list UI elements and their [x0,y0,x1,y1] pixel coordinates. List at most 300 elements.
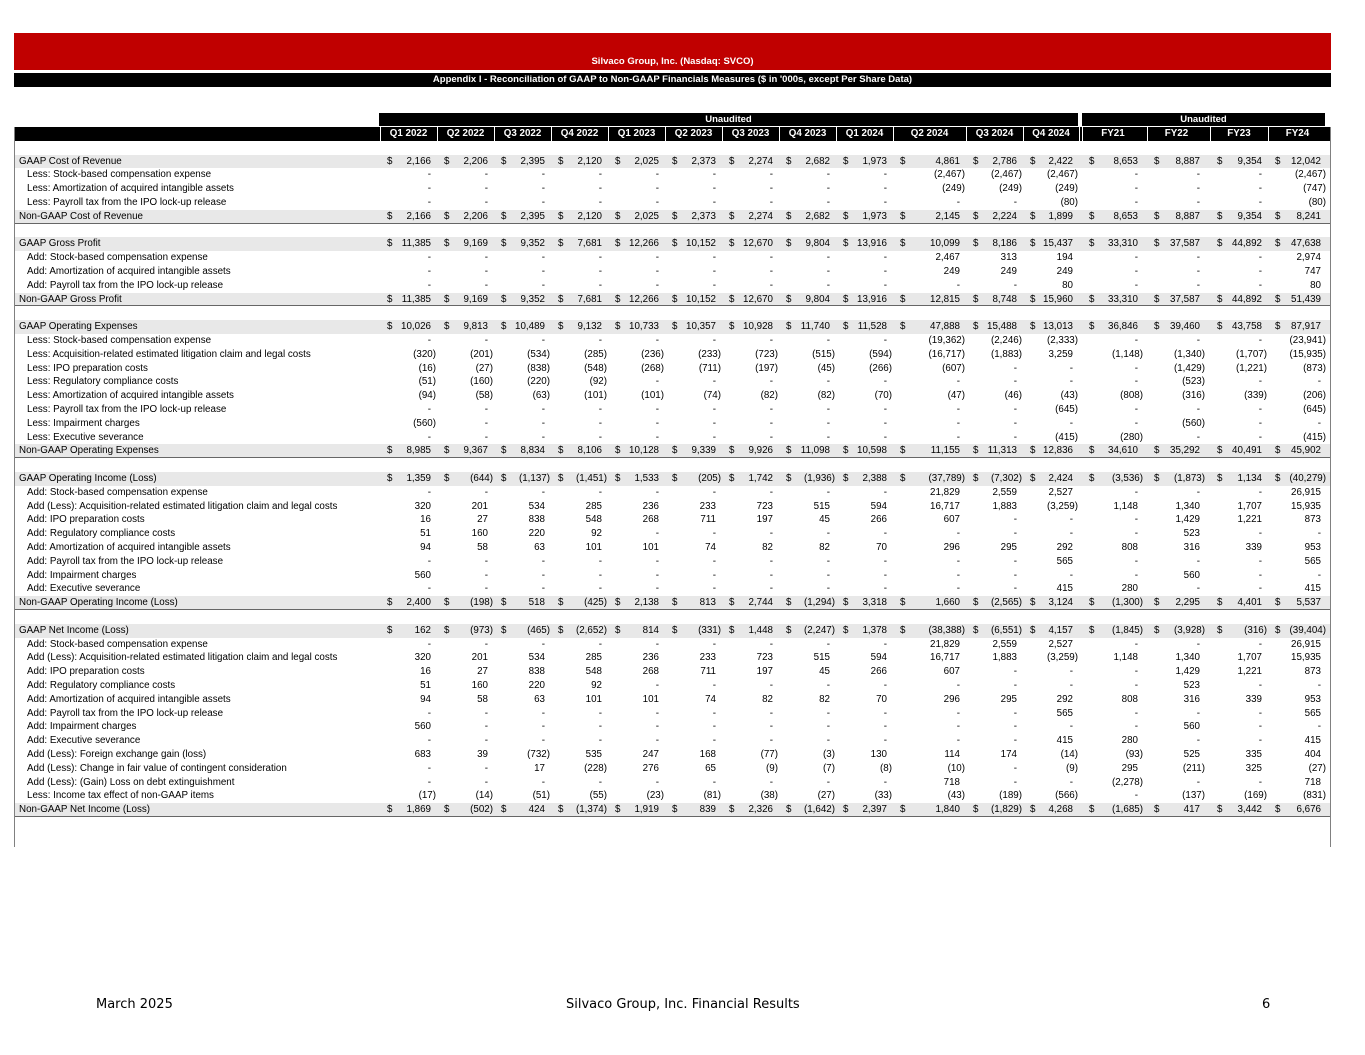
value-cell: - [826,169,830,181]
dollar-sign: $ [729,804,735,816]
value-cell: 82 [762,542,773,553]
subtotal-row [15,210,1330,224]
value-cell: 9,926 [748,445,773,457]
value-cell: 8,887 [1175,155,1200,167]
value-cell: 233 [699,652,716,664]
value-cell: - [655,376,659,388]
value-cell: - [712,169,716,181]
value-cell: (6,551) [990,624,1022,636]
column-header: FY22 [1164,128,1189,139]
value-cell: 2,373 [691,155,716,167]
dollar-sign: $ [558,445,564,457]
value-cell: 11,098 [800,445,830,457]
dollar-sign: $ [900,210,906,222]
value-cell: 268 [642,666,659,678]
subtotal-row [15,293,1330,307]
value-cell: - [1258,266,1262,277]
value-cell: - [655,335,659,346]
value-cell: - [1196,197,1200,208]
value-cell: - [598,431,602,443]
table-row [15,707,1330,721]
column-divider [779,127,780,141]
value-cell: - [1317,376,1321,388]
value-cell: 711 [700,514,716,526]
column-divider [1079,127,1080,141]
value-cell: 15,935 [1291,652,1321,664]
value-cell: 2,424 [1048,473,1073,484]
value-cell: - [1317,417,1321,429]
table-row [15,582,1330,596]
value-cell: - [769,528,773,540]
value-cell: (331) [698,624,721,636]
value-cell: 197 [756,666,773,678]
row-label: Add: Payroll tax from the IPO lock-up release [27,707,224,719]
value-cell: 247 [642,749,659,760]
value-cell: 3,259 [1048,348,1073,360]
value-cell: 27 [477,666,488,678]
row-label: Non-GAAP Operating Income (Loss) [19,597,178,609]
value-cell: - [427,486,431,498]
value-cell: - [956,417,960,429]
value-cell: 11,385 [401,293,431,305]
dollar-sign: $ [501,293,507,305]
value-cell: - [427,279,431,291]
value-cell: 101 [642,693,659,705]
value-cell: (339) [1244,390,1267,402]
dollar-sign: $ [1089,321,1095,333]
table-row [15,734,1330,748]
dollar-sign: $ [1154,445,1160,457]
value-cell: - [1134,362,1138,374]
dollar-sign: $ [1217,445,1223,457]
value-cell: (320) [413,348,436,360]
row-label: Add (Less): Change in fair value of contingent consideration [27,762,287,774]
value-cell: 607 [943,666,960,678]
value-cell: (1,845) [1111,624,1143,636]
value-cell: 12,815 [930,293,960,305]
value-cell: - [769,169,773,181]
value-cell: 39,460 [1170,321,1200,333]
value-cell: 518 [528,597,545,609]
value-cell: - [598,417,602,429]
row-label: Add: Regulatory compliance costs [27,680,176,691]
column-divider [1147,127,1148,141]
value-cell: (3,928) [1173,624,1205,636]
value-cell: (415) [1303,431,1326,443]
value-cell: (74) [703,390,721,402]
dollar-sign: $ [672,210,678,222]
row-label: Less: Regulatory compliance costs [27,376,179,388]
value-cell: 10,026 [401,321,431,333]
dollar-sign: $ [1217,238,1223,250]
value-cell: 10,152 [686,293,716,305]
value-cell: 9,813 [463,321,488,333]
value-cell: 266 [870,666,887,678]
dollar-sign: $ [900,624,906,636]
value-cell: - [883,279,887,291]
dollar-sign: $ [900,597,906,609]
value-cell: (80) [1308,197,1326,208]
value-cell: - [769,279,773,291]
dollar-sign: $ [615,624,621,636]
dollar-sign: $ [444,238,450,250]
dollar-sign: $ [786,445,792,457]
value-cell: - [655,638,659,650]
value-cell: 1,448 [748,624,773,636]
value-cell: (1,451) [575,473,607,484]
value-cell: 565 [1056,707,1073,719]
dollar-sign: $ [672,445,678,457]
value-cell: - [598,735,602,747]
value-cell: - [1069,666,1073,678]
value-cell: 33,310 [1108,238,1138,250]
value-cell: 13,916 [857,293,887,305]
value-cell: - [883,486,887,498]
table-row [15,251,1330,265]
value-cell: - [1134,486,1138,498]
value-cell: - [541,335,545,346]
value-cell: - [655,680,659,691]
value-cell: - [769,776,773,788]
value-cell: - [598,404,602,415]
value-cell: 8,834 [520,445,545,457]
dollar-sign: $ [786,293,792,305]
row-label: Add: Amortization of acquired intangible assets [27,266,231,277]
value-cell: - [1013,417,1017,429]
value-cell: (560) [1182,417,1205,429]
value-cell: - [1258,431,1262,443]
value-cell: - [541,569,545,581]
value-cell: 1,221 [1237,666,1262,678]
value-cell: - [1134,376,1138,388]
column-divider [722,127,723,141]
value-cell: 4,157 [1048,624,1073,636]
table-row [15,265,1330,279]
row-label: GAAP Net Income (Loss) [19,624,129,636]
value-cell: (9) [1066,762,1078,774]
value-cell: - [826,707,830,719]
table-header-row [15,127,1330,141]
value-cell: - [1134,666,1138,678]
row-label: Less: Payroll tax from the IPO lock-up release [27,197,227,208]
value-cell: 1,429 [1175,666,1200,678]
value-cell: (40,279) [1289,473,1326,484]
value-cell: - [1134,252,1138,264]
value-cell: - [769,680,773,691]
dollar-sign: $ [1030,238,1036,250]
row-label: GAAP Gross Profit [19,238,101,250]
row-label: GAAP Operating Expenses [19,321,138,333]
value-cell: 3,442 [1237,804,1262,816]
value-cell: 2,120 [577,155,602,167]
value-cell: - [1069,376,1073,388]
value-cell: - [1196,266,1200,277]
value-cell: - [826,266,830,277]
value-cell: - [1134,680,1138,691]
value-cell: (1,707) [1235,348,1267,360]
value-cell: 683 [414,749,431,760]
value-cell: - [1258,169,1262,181]
row-label: Add: Amortization of acquired intangible assets [27,542,231,553]
value-cell: (82) [817,390,835,402]
value-cell: (1,340) [1173,348,1205,360]
value-cell: (2,467) [1046,169,1078,181]
dollar-sign: $ [1217,210,1223,222]
value-cell: 37,587 [1170,238,1200,250]
column-divider [665,127,666,141]
value-cell: (39,404) [1289,624,1326,636]
value-cell: (1,642) [803,804,835,816]
value-cell: - [1196,555,1200,567]
value-cell: (201) [470,348,493,360]
value-cell: - [826,183,830,195]
dollar-sign: $ [444,473,450,484]
value-cell: - [956,279,960,291]
value-cell: (27) [1308,762,1326,774]
dollar-sign: $ [1030,445,1036,457]
value-cell: - [956,555,960,567]
column-header: Q1 2024 [845,128,884,139]
value-cell: 2,974 [1296,252,1321,264]
value-cell: - [1258,417,1262,429]
dollar-sign: $ [558,238,564,250]
value-cell: 565 [1304,555,1321,567]
value-cell: 16 [420,514,431,526]
value-cell: (1,829) [990,804,1022,816]
dollar-sign: $ [1089,155,1095,167]
value-cell: - [541,707,545,719]
subtotal-row [15,444,1330,458]
value-cell: 607 [943,514,960,526]
value-cell: - [956,735,960,747]
value-cell: - [541,721,545,733]
value-cell: 316 [1183,693,1200,705]
value-cell: (70) [874,390,892,402]
value-cell: - [541,555,545,567]
value-cell: 4,861 [935,155,960,167]
column-header: FY24 [1285,128,1310,139]
value-cell: - [484,252,488,264]
row-label: Non-GAAP Net Income (Loss) [19,804,151,816]
value-cell: 1,883 [992,652,1017,664]
value-cell: - [1258,555,1262,567]
value-cell: (27) [817,790,835,802]
value-cell: (566) [1055,790,1078,802]
dollar-sign: $ [1030,624,1036,636]
value-cell: (137) [1182,790,1205,802]
table-row [15,720,1330,734]
value-cell: 2,682 [805,155,830,167]
value-cell: 82 [819,693,830,705]
value-cell: 9,804 [805,293,830,305]
dollar-sign: $ [729,445,735,457]
dollar-sign: $ [615,321,621,333]
value-cell: - [1196,335,1200,346]
dollar-sign: $ [1089,473,1095,484]
value-cell: (723) [755,348,778,360]
value-cell: 82 [762,693,773,705]
value-cell: - [541,252,545,264]
dollar-sign: $ [1275,473,1281,484]
value-cell: - [427,431,431,443]
dollar-sign: $ [900,321,906,333]
dollar-sign: $ [843,804,849,816]
row-label: Less: Payroll tax from the IPO lock-up release [27,404,227,415]
value-cell: (607) [942,362,965,374]
value-cell: - [427,776,431,788]
column-header: Q2 2023 [674,128,713,139]
dollar-sign: $ [1275,155,1281,167]
row-label: Add: Impairment charges [27,569,137,581]
value-cell: 560 [1183,569,1200,581]
value-cell: - [883,431,887,443]
value-cell: 92 [591,528,602,540]
table-row [15,389,1330,403]
value-cell: 535 [585,749,602,760]
value-cell: 160 [471,680,488,691]
value-cell: 415 [1056,583,1073,595]
value-cell: 45,902 [1291,445,1321,457]
value-cell: (280) [1120,431,1143,443]
value-cell: 9,352 [520,238,545,250]
value-cell: 16,717 [930,652,960,664]
value-cell: - [1258,583,1262,595]
value-cell: 10,152 [686,238,716,250]
value-cell: - [826,638,830,650]
value-cell: 2,559 [992,486,1017,498]
dollar-sign: $ [973,238,979,250]
value-cell: 711 [700,666,716,678]
dollar-sign: $ [1089,293,1095,305]
value-cell: 2,206 [463,155,488,167]
value-cell: 2,166 [406,210,431,222]
dollar-sign: $ [1154,597,1160,609]
value-cell: (249) [999,183,1022,195]
value-cell: - [1134,279,1138,291]
value-cell: - [712,183,716,195]
dollar-sign: $ [1154,238,1160,250]
value-cell: 2,120 [577,210,602,222]
table-row [15,748,1330,762]
value-cell: - [655,569,659,581]
value-cell: - [883,776,887,788]
section-row [15,320,1330,334]
dollar-sign: $ [1030,597,1036,609]
value-cell: - [598,183,602,195]
value-cell: 33,310 [1108,293,1138,305]
value-cell: 1,973 [862,155,887,167]
row-label: Add (Less): Acquisition-related estimated litigation claim and legal costs [27,652,338,664]
dollar-sign: $ [1217,597,1223,609]
table-row [15,500,1330,514]
value-cell: - [712,376,716,388]
value-cell: 565 [1056,555,1073,567]
dollar-sign: $ [501,155,507,167]
value-cell: - [1258,335,1262,346]
value-cell: (268) [641,362,664,374]
value-cell: - [1317,528,1321,540]
value-cell: (316) [1244,624,1267,636]
value-cell: - [883,569,887,581]
value-cell: - [1258,404,1262,415]
dollar-sign: $ [501,210,507,222]
value-cell: 16,717 [930,500,960,512]
dollar-sign: $ [1154,624,1160,636]
dollar-sign: $ [501,473,507,484]
value-cell: 10,489 [515,321,545,333]
value-cell: 560 [1183,721,1200,733]
value-cell: 953 [1304,693,1321,705]
value-cell: - [655,555,659,567]
value-cell: - [1134,266,1138,277]
value-cell: - [1134,555,1138,567]
value-cell: - [826,776,830,788]
dollar-sign: $ [729,293,735,305]
dollar-sign: $ [1275,445,1281,457]
value-cell: - [1196,486,1200,498]
value-cell: - [712,431,716,443]
section-row [15,237,1330,251]
dollar-sign: $ [843,445,849,457]
dollar-sign: $ [615,238,621,250]
value-cell: (233) [698,348,721,360]
value-cell: (45) [817,362,835,374]
value-cell: 1,148 [1113,500,1138,512]
value-cell: 15,960 [1043,293,1073,305]
value-cell: (197) [755,362,778,374]
column-divider [608,127,609,141]
dollar-sign: $ [501,321,507,333]
value-cell: - [769,197,773,208]
value-cell: 2,166 [406,155,431,167]
value-cell: - [1134,707,1138,719]
value-cell: 82 [819,542,830,553]
row-label: Add: IPO preparation costs [27,666,145,678]
value-cell: 236 [642,652,659,664]
value-cell: 4,401 [1237,597,1262,609]
value-cell: (19,362) [928,335,965,346]
table-row [15,569,1330,583]
value-cell: (82) [760,390,778,402]
value-cell: - [655,197,659,208]
value-cell: (16,717) [928,348,965,360]
value-cell: - [655,486,659,498]
column-header: Q3 2023 [731,128,770,139]
table-row [15,348,1330,362]
column-divider [437,127,438,141]
row-label: Add: Impairment charges [27,721,137,733]
dollar-sign: $ [843,321,849,333]
value-cell: (1,294) [803,597,835,609]
value-cell: 276 [642,762,659,774]
value-cell: 285 [585,500,602,512]
value-cell: - [826,735,830,747]
value-cell: (46) [1004,390,1022,402]
value-cell: (23) [646,790,664,802]
value-cell: (1,429) [1173,362,1205,374]
value-cell: - [712,707,716,719]
value-cell: 2,224 [992,210,1017,222]
section-row [15,472,1330,486]
value-cell: 220 [528,680,545,691]
value-cell: - [883,707,887,719]
value-cell: - [1196,404,1200,415]
table-row [15,375,1330,389]
value-cell: 11,528 [857,321,887,333]
value-cell: - [655,279,659,291]
value-cell: - [598,486,602,498]
value-cell: 1,378 [862,624,887,636]
